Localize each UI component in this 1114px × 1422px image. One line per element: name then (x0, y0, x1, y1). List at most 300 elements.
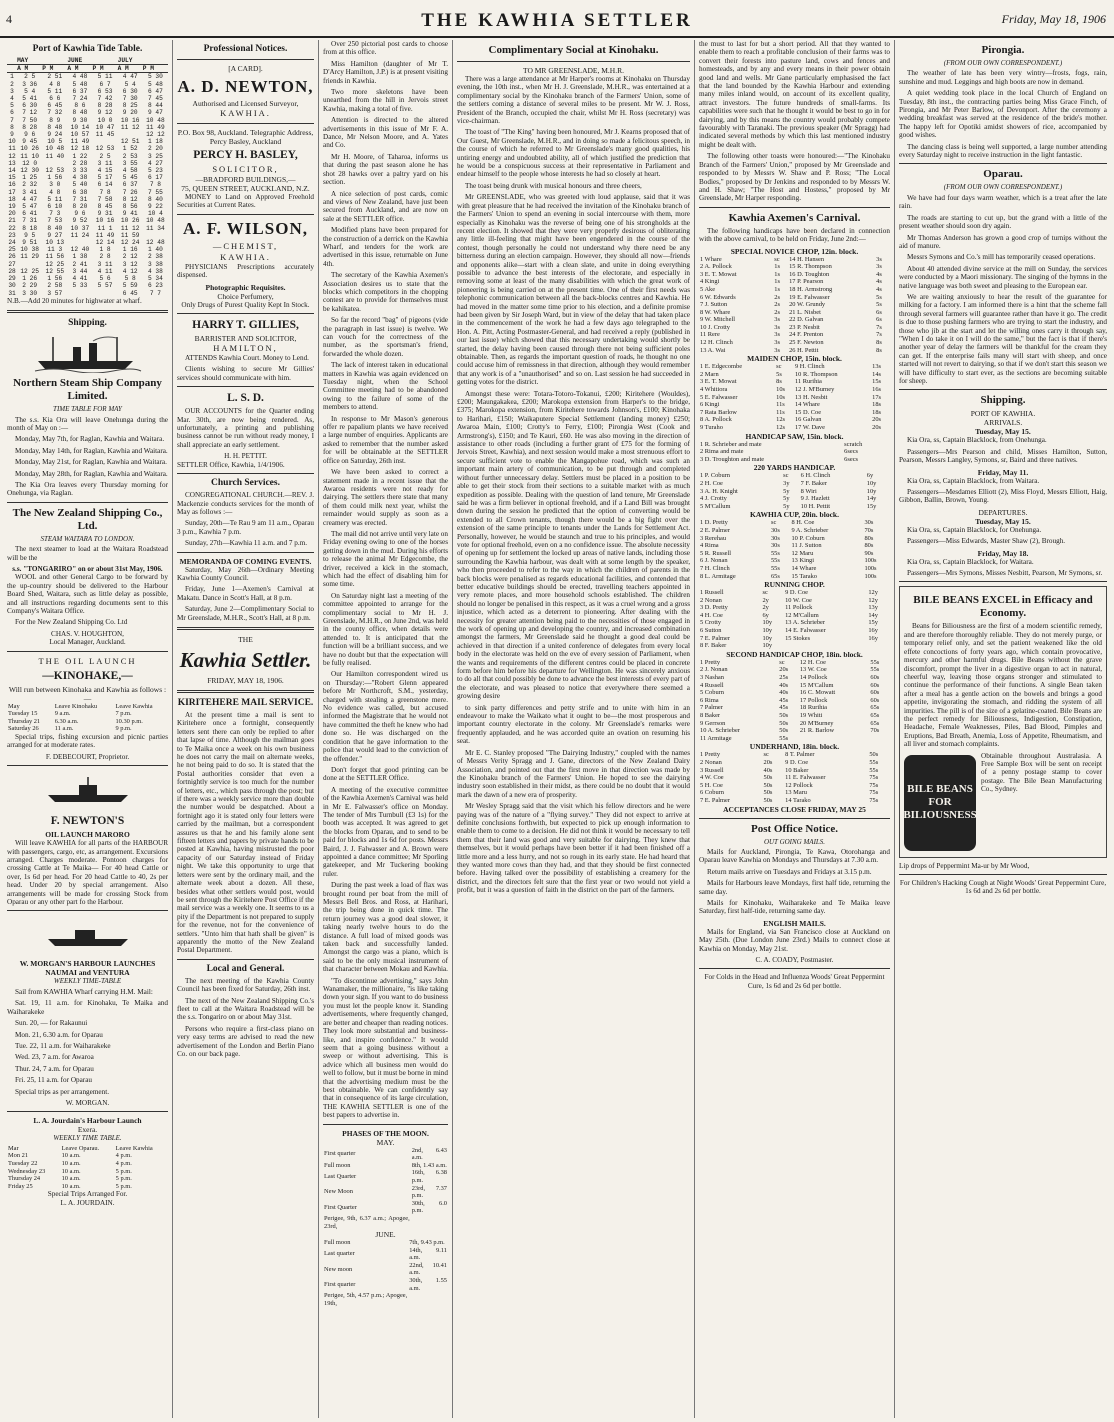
table-cell: 10 H. Pettit (800, 502, 830, 510)
tide-cell: 17 (8, 188, 16, 196)
table-cell: 20s (872, 416, 882, 424)
tide-cell: 9 51 (22, 239, 38, 247)
tide-cell: 10 37 (70, 224, 90, 232)
tide-cell: 7 45 (147, 95, 163, 103)
table-cell: 7 J. Sutton (700, 301, 728, 309)
tide-row (7, 109, 168, 116)
table-cell: 16 D. Toughton (789, 270, 830, 278)
tide-cell: 10 14 (70, 123, 90, 131)
tide-cell: 10 48 (146, 116, 165, 124)
table-cell: 18s (872, 408, 882, 416)
table-cell: 17 Pollock (799, 696, 828, 704)
table-row (699, 316, 890, 324)
tide-cell: 12 40 (70, 246, 90, 254)
tide-cell: 8 44 (147, 102, 163, 110)
table-cell: 14 E. Falwasser (785, 627, 826, 635)
shipping-passengers: Passengers—Mrs Pearson and child, Misses Hamilton, Sutton, Pearson, Messrs Langley, Symons, sr, Baird and three natives. (899, 447, 1107, 465)
table-row (699, 557, 890, 565)
table-cell: 3 Nashan (700, 674, 724, 682)
article-paragraph: Mr GREENSLADE, who was greeted with loud applause, said that it was with great pleasure that he had received the invitation of the Kinohaku branch of the Farmers' Union to spend an evening in social intercourse with them, more especially as Kinohaku was the reverse of being one of his strongholds at the recent election. It showed that they were very properly desirous of obliterating any little ill-feeling that might have been engendered in the course of the contest, though personally he could not understand why there need be any bitterness during an election campaign. However, they should all now—friends and opponents alike—start with a clean slate, and unite in doing everything possible to advance the best interests of the electorate, and especially in removing some at least of the many disabilities with which the great work of pioneering is being carried on at the present time. One of their first needs was telephonic communication between all the back-blocks centres and Kawhia. He had moved in the matter some time prior to his election, and a definite promise had been given by Sir Joseph Ward, but in view of the delay that had taken place in the commencement of the work he had a few days ago telegraphed to the Hon. A. Pitt, Acting Postmaster-General, and had received a reply (published in our last issue) which showed that this necessary undertaking would shortly be started, the delay having been caused through there not being sufficient poles obtainable. Then, as regards the important question of roads, he thought no one could accuse him of remissness in that direction, although they would remember that any work is of a "unauthorised" and so on. Last session he had succeeded in getting votes for the district. (457, 193, 690, 387)
table-cell: 15 D. Coe (794, 408, 822, 416)
list-item: Sail from KAWHIA Wharf carrying H.M. Mail: (15, 987, 153, 996)
page-number: 4 (6, 12, 12, 26)
table-row (699, 642, 890, 650)
tide-cell (67, 239, 92, 246)
table-cell: 5s (876, 301, 882, 309)
tide-col-header: P M (92, 65, 117, 73)
morgan-timetable-label: WEEKLY TIME-TABLE (53, 977, 122, 986)
table-cell: 7 H. Clinch (700, 564, 730, 572)
table-cell: 21 L. Nisbet (789, 308, 821, 316)
launch-icon (43, 770, 133, 810)
table-cell: 6secs (844, 448, 859, 456)
newspaper-nameplate: Kawhia Settler. (179, 647, 312, 672)
lsd-address: SETTLER Office, Kawhia, 1/4/1906. (177, 460, 285, 469)
bile-beans-ad (899, 586, 1107, 857)
table-cell: Leave Oparau. (61, 1144, 100, 1152)
tide-cell: 3 25 (147, 152, 163, 160)
oil-launch-proprietor: F. DEBECOURT, Proprietor. (45, 752, 130, 761)
newspaper-page (3, 40, 1111, 1418)
list-item: Wed. 23, 7 a.m. for Awaroa (15, 1053, 94, 1062)
table-cell: 15 M'Callum (799, 681, 834, 689)
tide-cell: 9 27 (47, 231, 63, 239)
table-row (699, 331, 890, 339)
table-cell: 11s (776, 401, 785, 409)
tide-row (7, 174, 168, 181)
table-row (699, 371, 890, 379)
table-cell: 3s (774, 346, 780, 354)
tide-cell: 3 0 (49, 181, 61, 189)
peppermint-cure-ad: For Colds in the Head and Influenza Woods' Great Peppermint Cure, 1s 6d and 2s 6d per bottle. (704, 973, 885, 990)
tide-cell: 5 48 (147, 80, 163, 88)
table-cell: 7 p.m. (115, 710, 132, 718)
table-cell: Mon 21 (8, 1152, 29, 1160)
table-cell: Last Quarter (324, 1173, 357, 1181)
table-cell: 55s (770, 557, 780, 565)
table-row (699, 697, 890, 705)
table-cell: Mar (8, 1144, 19, 1152)
table-cell: 16s (872, 386, 882, 394)
table-cell: 55s (869, 766, 879, 774)
table-row (699, 727, 890, 735)
table-cell: 7 E. Palmer (700, 634, 730, 642)
table-cell: 7s (876, 331, 882, 339)
handicap-table (699, 441, 890, 464)
jourdain-name: Exera. (77, 1125, 98, 1135)
news-paragraph: We have had four days warm weather, which is a treat after the late rain. (899, 193, 1107, 211)
tide-cell: 6 38 (72, 188, 88, 196)
tide-col-header: A M (17, 65, 42, 73)
divider (177, 313, 314, 314)
local-item: A nice selection of post cards, comic and views of New Zealand, have just been secured from Auckland, and are now on sale at the SETTLER office. (323, 189, 448, 223)
memoranda-list (177, 566, 314, 622)
tide-cell: 6 7 (99, 80, 111, 88)
lsd-title: L. S. D. (227, 392, 264, 405)
tide-cell: 9 (10, 131, 14, 139)
tide-cell: 2 38 (147, 253, 163, 261)
table-row (699, 409, 890, 417)
table-cell: 9 D. Coe (785, 589, 808, 597)
table-row (7, 1183, 168, 1191)
tide-month: MAY (17, 57, 67, 65)
article-paragraph: The toast being drunk with musical honours and three cheers, (465, 181, 642, 190)
table-cell: 20s (872, 424, 882, 431)
article-paragraph: Mr E. C. Stanley proposed "The Dairying Industry," coupled with the names of Messrs Verity Spragg and J. Gane, directors of the New Zealand Dairy Association, and pointed out that the first move in that direction was made by the Kinohaku branch of the Farmers' Union. He hoped to see the dairying industry soon established in their midst, as there could be no doubt that it would mark the dawn of a new era of prosperity. (457, 748, 690, 799)
table-cell: 14th, 9.11 a.m. (409, 1246, 447, 1262)
divider (177, 552, 314, 553)
table-cell: 2nd, 6.43 a.m. (411, 1146, 447, 1162)
table-cell: 11 Pollock (785, 604, 813, 612)
table-cell: 75s (869, 781, 879, 789)
church-body: Sunday, 20th—Te Rau 9 am 11 a.m., Oparau 3 p.m., Kawhia 7 p.m. (177, 519, 314, 536)
tide-cell: 6 6 (49, 95, 61, 103)
tide-cell: 8 28 (97, 102, 113, 110)
news-paragraph: The dancing class is being well supported, a large number attending every Saturday night to receive instruction in the light fantastic. (899, 142, 1107, 160)
table-cell: Saturday 26 (8, 725, 39, 733)
table-cell: 23rd, 7.37 p.m. (411, 1184, 447, 1200)
table-cell: 5y (783, 502, 790, 510)
tide-cell: 10 (8, 138, 16, 146)
table-cell: 17s (872, 393, 882, 401)
wilson-perfumery: Choice Perfumery, (217, 291, 274, 301)
table-cell: 10 W. Coe (785, 596, 812, 604)
church-body: Sunday, 27th—Kawhia 11 a.m. and 7 p.m. (185, 539, 308, 548)
local-item: Modified plans have been prepared for the construction of a derrick on the Kawhia Wharf, and tenders for the work are advertised in this issue, returnable on June 4th. (323, 226, 448, 268)
tide-cell: 4 8 (49, 188, 61, 196)
table-row (699, 519, 890, 527)
table-cell: 10 J. Crotty (700, 323, 731, 331)
table-cell: 13 Maru (785, 789, 807, 797)
table-cell: 4s (876, 278, 882, 286)
table-cell: 1 D. Pretty (700, 519, 728, 527)
church-services-heading: Church Services. (211, 478, 280, 489)
carnival-heading: Kawhia Axemen's Carnival. (728, 211, 861, 224)
table-row (699, 309, 890, 317)
social-subheading: TO MR GREENSLADE, M.H.R. (523, 66, 624, 75)
table-row (699, 495, 890, 503)
column-6 (895, 40, 1111, 1418)
list-item: Monday, May 14th, for Raglan, Kawhia and Waitara. (15, 446, 168, 455)
tide-row (7, 131, 168, 138)
tide-row (7, 117, 168, 124)
table-cell: 4 J. Crotty (700, 495, 727, 503)
table-cell: May (8, 702, 20, 710)
table-cell: 30s (864, 519, 874, 527)
table-cell: 55s (869, 758, 879, 766)
tide-cell: 1 18 (147, 138, 163, 146)
table-cell: 6y (762, 611, 769, 619)
list-item: Monday, May 21st, for Raglan, Kawhia and Waitara. (15, 458, 167, 467)
list-item: Mails for Harbours leave Mondays, first half tide, returning the same day. (699, 879, 890, 896)
divider (699, 207, 890, 208)
table-cell (869, 735, 890, 743)
tide-cell: 8 40 (147, 195, 163, 203)
table-row (699, 712, 890, 720)
table-row (699, 597, 890, 605)
tide-cell: 6 45 (47, 102, 63, 110)
table-row (323, 1292, 448, 1307)
table-cell: 13 A. Wai (700, 346, 726, 354)
column-3 (319, 40, 453, 1418)
tide-cell: 4 (10, 95, 14, 103)
tide-cell (143, 232, 168, 239)
table-cell: 55s (770, 549, 780, 557)
tide-row (7, 102, 168, 109)
table-cell: Perigee, 9th, 6.37 a.m.; Apogee, 23rd, (324, 1214, 410, 1230)
tide-cell: 8 9 (49, 116, 61, 124)
table-cell: 10y (866, 487, 877, 495)
tide-cell: 12 18 (70, 145, 90, 153)
tide-cell: 8 56 (122, 203, 138, 211)
local-item: The mail did not arrive until very late on Friday evening owing to one of the horses getting down in the mud. During his efforts to release the animal Mr Edgecombe, the driver, received a kick in the stomach, which had the effect of disabling him for some time. (323, 529, 448, 589)
tide-cell: 6 14 (97, 181, 113, 189)
divider (177, 627, 314, 630)
table-cell: 10 a.m. (61, 1152, 81, 1160)
shipping-entry: Kia Ora, ss, Captain Blacklock, for Onehunga. (907, 525, 1042, 534)
tide-cell: 10 13 (45, 239, 65, 247)
gillies-body: ATTENDS Kawhia Court. Money to Lend. (185, 354, 309, 363)
tide-cell: 12 (8, 152, 16, 160)
pirongia-heading: Pirongia. (981, 44, 1025, 56)
table-cell: Leave Kinohaku (54, 702, 98, 710)
tide-cell: 9 52 (72, 217, 88, 225)
tide-cell: 2 51 (47, 73, 63, 81)
table-cell: 10s (776, 386, 786, 394)
table-cell: 10 a.m. (61, 1182, 81, 1190)
tide-col-header (7, 65, 17, 73)
table-cell: 17 P. Pearson (789, 278, 824, 286)
table-cell: 3s (774, 339, 780, 347)
tide-cell: 7 31 (72, 195, 88, 203)
tide-cell: 6 37 (72, 87, 88, 95)
morgan-launches-title: W. MORGAN'S HARBOUR LAUNCHES NAUMAI and VENTURA (19, 959, 156, 978)
local-item: Persons who require a first-class piano on very easy terms are advised to read the new advertisement of the London and Berlin Piano Co. on our back page. (177, 1024, 314, 1058)
tide-cell: 22 (8, 224, 16, 232)
divider (177, 123, 314, 124)
table-cell: 1 R. Schrieber and mate (700, 440, 762, 448)
table-cell: 45s (779, 696, 789, 704)
table-cell: 2 A. Pollock (700, 263, 732, 271)
moon-month: MAY. (376, 1137, 395, 1147)
divider (457, 61, 690, 62)
table-cell: 10y (762, 634, 773, 642)
table-cell: 20s (779, 666, 789, 674)
table-cell: First quarter (324, 1150, 356, 1158)
tide-cell: 5 59 (122, 282, 138, 290)
tide-cell: 11 40 (45, 152, 65, 160)
tide-cell: 2 28 (72, 159, 88, 167)
table-cell: First quarter (324, 1280, 356, 1288)
table-cell: 3 D. Troughton and mate (700, 455, 765, 463)
tide-cell (118, 131, 143, 138)
tide-cell: 3 57 (47, 289, 63, 297)
local-item: During the past week a load of flax was brought round per boat from the mill of Messrs Bell Bros. and Ross, at Harihari, the trip being done in quick time. The return journey was a good deal slower, it taking nearly twelve hours to do the distance. A full load of mixed goods was taken back and successfully landed. Amongst the cargo was a piano, which is said to be the only musical instrument of that character between Mokau and Kawhia. (323, 881, 448, 974)
tide-cell: 11 45 (95, 131, 115, 139)
nzs-ship: s.s. "TONGARIRO" on or about 31st May, 1906. (12, 564, 163, 573)
table-cell: 30s (770, 542, 780, 550)
table-cell: 50s (763, 781, 773, 789)
divider (177, 473, 314, 474)
news-paragraph: The weather of late has been very wintry—frosts, fogs, rain, sunshine and mud. Leggings and high boots are now in demand. (899, 69, 1107, 86)
table-row (699, 612, 890, 620)
tide-cell: 11 29 (20, 253, 39, 261)
table-cell: 6.30 a.m. (54, 717, 79, 725)
table-cell: 8 F. Baker (700, 642, 727, 650)
tide-cell: 1 38 (72, 253, 88, 261)
table-cell: 55s (870, 666, 880, 674)
tide-cell: 10 5 (47, 138, 63, 146)
table-cell: 10 P. Coburn (791, 534, 825, 542)
tide-cell: 8 48 (72, 109, 88, 117)
memoranda-heading: MEMORANDA OF COMING EVENTS. (179, 556, 312, 566)
tide-row (7, 203, 168, 210)
tide-cell: 6 10 (47, 203, 63, 211)
table-row (323, 1247, 448, 1262)
table-cell: 10.30 p.m. (115, 717, 143, 725)
table-cell: 15 R. Thompson (789, 263, 832, 271)
table-cell: 18s (872, 401, 882, 409)
divider (177, 959, 314, 960)
table-cell: 5 M'Callum (700, 502, 731, 510)
divider (177, 690, 314, 693)
table-row (699, 542, 890, 550)
shipping-passengers: Passengers—Miss Edwards, Master Shaw (2), Brough. (907, 537, 1066, 546)
tide-cell: 3 30 (22, 289, 38, 297)
gillies-note: Clients wishing to secure Mr Gillies' services should communicate with him. (177, 365, 314, 382)
table-cell: 15 Tarako (791, 572, 818, 580)
tide-cell: 5 30 (147, 73, 163, 81)
list-item: Monday, May 28th, for Raglan, Kawhia and Waitara. (15, 469, 168, 478)
tide-cell: 8 20 (72, 203, 88, 211)
table-row (699, 666, 890, 674)
table-cell: scratch (844, 440, 863, 448)
tide-cell: 8 18 (22, 224, 38, 232)
tide-header-row (7, 65, 168, 73)
table-cell: Friday 25 (8, 1182, 33, 1190)
tide-row (7, 88, 168, 95)
tide-cell: 16 (8, 181, 16, 189)
tide-col-header: P M (42, 65, 67, 73)
table-cell: 4s (876, 270, 882, 278)
table-row (323, 1277, 448, 1292)
table-cell: 1 Whare (700, 255, 722, 263)
oil-launch-note: Special trips, fishing excursion and picnic parties arranged for at moderate rates. (7, 733, 168, 750)
shipping-entry: Kia Ora, ss, Captain Blacklock, from Waitara. (907, 476, 1040, 485)
news-paragraph: Messrs Symons and Co.'s mill has temporarily ceased operations. (907, 253, 1096, 262)
local-item: The next meeting of the Kawhia County Council has been fixed for Saturday, 26th inst. (177, 976, 314, 994)
table-cell (784, 642, 867, 650)
tide-cell: 7 3 (49, 210, 61, 218)
handicap-table (699, 659, 890, 743)
table-cell: 5 E. Falwasser (700, 393, 738, 401)
table-cell: Thursday 24 (8, 1175, 41, 1183)
oil-launch-timetable (7, 703, 168, 733)
table-row (699, 659, 890, 667)
divider (699, 968, 890, 969)
nz-shipping-title: The New Zealand Shipping Co., Ltd. (12, 506, 163, 532)
table-cell: 10 a.m. (61, 1167, 81, 1175)
moon-table (323, 1239, 448, 1307)
port-label: PORT OF KAWHIA. (970, 409, 1036, 419)
tide-cell: 12 51 (120, 138, 140, 146)
carnival-intro: The following handicaps have been declared in connection with the above carnival, to be held on Friday, June 2nd:— (699, 226, 890, 244)
bile-beans-body: Beans for Biliousness are the first of a modern scientific remedy, and are therefore thoroughly reliable. They do not merely purge, or temporary relief only, and set the patient weakened like the old effete concoctions of forty years ago, which contain provocative, mercury and other harmful drugs. Bile Beans without the grave discomfort, prompt the liver in a digestive organ to act in natural, cheerful way, leaving those organs stronger and stimulated to continue the performance of their functions. A single Bean taken after a meal has a gentle action on the bowels and brings a good appetite, invigorating the stomach, and ridding the system of all impurities. The pill is of the size of a gelatine-coated. Bile Beans are the perfect remedy for Biliousness, Indigestion, Constipation, Headache, Female Weaknesses, Piles, Bad Blood, Pimples and Eruptions, Bad Breath, Anemia, Loss of Appetite, Rheumatism, and all liver and stomach complaints. (904, 622, 1102, 749)
article-paragraph: to sink party differences and petty strife and to unite with him in an endeavour to make the Waikato what it ought to be—the most prosperous and important country electorate in the colony. Mr Greenslade's remarks were frequently applauded, and he was accorded quite an ovation on resuming his seat. (457, 703, 690, 746)
tide-cell: 12 30 (20, 167, 39, 175)
newton-name: A. D. NEWTON, (177, 77, 314, 96)
tide-row (7, 145, 168, 152)
nzs-body: For the New Zealand Shipping Co. Ltd (15, 618, 128, 627)
table-cell: 1 Pretty (700, 658, 721, 666)
tide-cell: 5 34 (147, 275, 163, 283)
table-row (7, 718, 168, 726)
table-cell: 60s (870, 696, 880, 704)
list-item: Special trips as per arrangement. (15, 1087, 109, 1096)
tide-cell: 3 11 (97, 260, 113, 268)
tide-cell: 4 41 (72, 275, 88, 283)
table-cell: 3 A. H. Knight (700, 487, 738, 495)
divider (7, 651, 168, 652)
tide-cell: 7 12 (22, 109, 38, 117)
table-cell: 6s (876, 316, 882, 324)
table-cell: 55s (870, 658, 880, 666)
tide-cell: 3 44 (72, 267, 88, 275)
table-row (699, 416, 890, 424)
table-row (699, 589, 890, 597)
table-row (699, 480, 890, 488)
table-cell: Wednesday 23 (8, 1167, 46, 1175)
tide-row (7, 124, 168, 131)
table-row (699, 347, 890, 355)
moon-month: JUNE. (375, 1230, 396, 1240)
table-cell: 3 E. T. Mowat (700, 378, 737, 386)
divider (177, 214, 314, 215)
tide-cell: 30 (8, 282, 16, 290)
tide-cell (92, 290, 117, 297)
peppermint-cure-ad: For Children's Hacking Cough at Night Woods' Great Peppermint Cure, 1s 6d and 2s 6d per bottle. (899, 878, 1107, 896)
table-cell: 25s (779, 674, 789, 682)
table-cell: 14y (866, 495, 877, 503)
table-cell: 12y (868, 596, 878, 604)
table-cell: 11 Rurihia (794, 378, 822, 386)
tide-cell: 12 55 (45, 267, 65, 275)
table-cell: 6secs (844, 455, 859, 463)
table-cell: 9 A. Schrieber (791, 526, 829, 534)
list-item: Fri. 25, 11 a.m. for Oparau (15, 1076, 92, 1085)
oparau-heading: Oparau. (983, 168, 1023, 181)
table-cell: 11 Armitage (700, 734, 732, 742)
bile-beans-title: BILE BEANS EXCEL in Efficacy and Economy. (913, 594, 1093, 620)
table-cell: 10y (762, 619, 773, 627)
table-cell: 18 H. Armstrong (789, 285, 833, 293)
tide-col-header: A M (118, 65, 143, 73)
table-row (699, 735, 890, 743)
tide-cell: 1 26 (22, 275, 38, 283)
table-cell: 5 p.m. (115, 1175, 132, 1183)
church-body: CONGREGATIONAL CHURCH.—REV. J. Mackenzie conducts services for the month of May as follows :— (177, 491, 314, 516)
table-cell: 19 Whiti (799, 712, 823, 719)
table-cell: 7th, 9.43 p.m. (409, 1239, 445, 1247)
tide-cell: 1 56 (47, 275, 63, 283)
tide-cell: 11 24 (70, 231, 90, 239)
tide-cell: 2 58 (47, 282, 63, 290)
column-4 (453, 40, 695, 1418)
table-cell: 14y (868, 611, 878, 619)
table-row (699, 635, 890, 643)
table-cell: 16y (868, 627, 878, 635)
table-row (699, 488, 890, 496)
